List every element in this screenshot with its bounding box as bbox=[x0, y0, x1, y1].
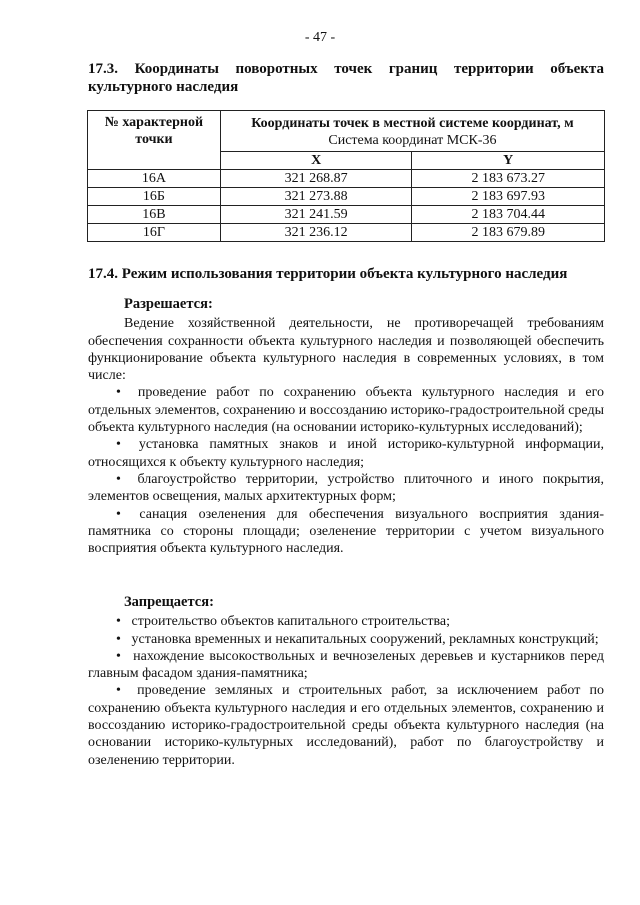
heading-word: территории bbox=[454, 61, 534, 77]
coords-header bbox=[220, 111, 604, 152]
heading-line-2: культурного наследия bbox=[88, 79, 239, 95]
list-item bbox=[88, 682, 604, 768]
bullet: • bbox=[116, 683, 121, 699]
list-item bbox=[88, 648, 604, 683]
table-header-row bbox=[88, 111, 605, 152]
section-17-3-heading bbox=[88, 60, 604, 96]
list-item bbox=[88, 631, 604, 648]
bullet: • bbox=[116, 471, 121, 487]
allowed-intro: Ведение хозяйственной деятельности, не противоречащей требованиям обеспечения сохранности объекта культурного наследия и позволяющей обеспечить функционирование объекта культурного наследия в современных условиях, в том числе: bbox=[88, 316, 604, 384]
list-item bbox=[88, 613, 604, 630]
y-cell: 2 183 704.44 bbox=[412, 206, 605, 224]
list-item-text: проведение работ по сохранению объекта культурного наследия и его отдельных элементов, сохранению и воссозданию историко-градостроительной среды объекта культурного наследия (на основании историко-культурных исследований); bbox=[88, 385, 605, 436]
coords-header-system: Система координат МСК-36 bbox=[328, 133, 497, 148]
x-cell: 321 268.87 bbox=[220, 170, 412, 188]
heading-word: границ bbox=[388, 61, 438, 77]
list-item bbox=[88, 436, 604, 471]
list-item bbox=[88, 471, 604, 506]
y-cell: 2 183 673.27 bbox=[412, 170, 605, 188]
allowed-label: Разрешается: bbox=[124, 296, 213, 312]
list-item-text: санация озеленения для обеспечения визуального восприятия здания-памятника со стороны площади; озеленение территории с учетом визуального восприятия объекта культурного наследия. bbox=[88, 506, 605, 557]
heading-word: Координаты bbox=[134, 61, 219, 77]
list-item-text: установка временных и некапитальных сооружений, рекламных конструкций; bbox=[131, 631, 599, 647]
bullet: • bbox=[116, 648, 121, 664]
allowed-section bbox=[88, 296, 604, 557]
bullet: • bbox=[116, 631, 121, 647]
table-row bbox=[88, 206, 605, 224]
x-cell: 321 273.88 bbox=[220, 188, 412, 206]
heading-word: поворотных bbox=[235, 61, 318, 77]
list-item bbox=[88, 384, 604, 436]
point-cell: 16В bbox=[88, 206, 221, 224]
x-cell: 321 236.12 bbox=[220, 224, 412, 242]
list-item-text: благоустройство территории, устройство плиточного и иного покрытия, элементов освещения, малых архитектурных форм; bbox=[88, 471, 605, 505]
point-number-header: № характерной точки bbox=[88, 111, 221, 170]
y-cell: 2 183 697.93 bbox=[412, 188, 605, 206]
point-cell: 16А bbox=[88, 170, 221, 188]
table-row bbox=[88, 224, 605, 242]
bullet: • bbox=[116, 506, 121, 522]
x-column-header: X bbox=[220, 152, 412, 170]
list-item bbox=[88, 506, 604, 558]
y-cell: 2 183 679.89 bbox=[412, 224, 605, 242]
y-column-header: Y bbox=[412, 152, 605, 170]
x-cell: 321 241.59 bbox=[220, 206, 412, 224]
point-cell: 16Б bbox=[88, 188, 221, 206]
forbidden-label: Запрещается: bbox=[124, 594, 214, 610]
forbidden-section bbox=[88, 594, 604, 769]
heading-word: 17.3. bbox=[88, 61, 118, 77]
bullet: • bbox=[116, 614, 121, 630]
section-17-4-heading: 17.4. Режим использования территории объекта культурного наследия bbox=[88, 266, 568, 282]
list-item-text: строительство объектов капитального строительства; bbox=[131, 614, 450, 630]
list-item-text: нахождение высокоствольных и вечнозеленых деревьев и кустарников перед главным фасадом здания-памятника; bbox=[88, 648, 604, 682]
coordinates-table bbox=[87, 110, 605, 242]
bullet: • bbox=[116, 385, 121, 401]
table-row bbox=[88, 170, 605, 188]
list-item-text: проведение земляных и строительных работ, за исключением работ по сохранению объекта культурного наследия и его отдельных элементов, сохранению и воссозданию историко-градостроительной среды объекта культурного наследия (на основании историко-культурных исследований), работ по благоустройству и озеленению территории. bbox=[88, 683, 605, 768]
bullet: • bbox=[116, 437, 121, 453]
page-number: - 47 - bbox=[304, 30, 336, 45]
coords-header-title: Координаты точек в местной системе координат, м bbox=[251, 116, 574, 131]
table-row bbox=[88, 188, 605, 206]
point-cell: 16Г bbox=[88, 224, 221, 242]
heading-word: точек bbox=[334, 61, 373, 77]
heading-word: объекта bbox=[550, 61, 604, 77]
list-item-text: установка памятных знаков и иной историко-культурной информации, относящихся к объекту культурного наследия; bbox=[88, 437, 604, 470]
heading-line-1 bbox=[88, 60, 604, 78]
